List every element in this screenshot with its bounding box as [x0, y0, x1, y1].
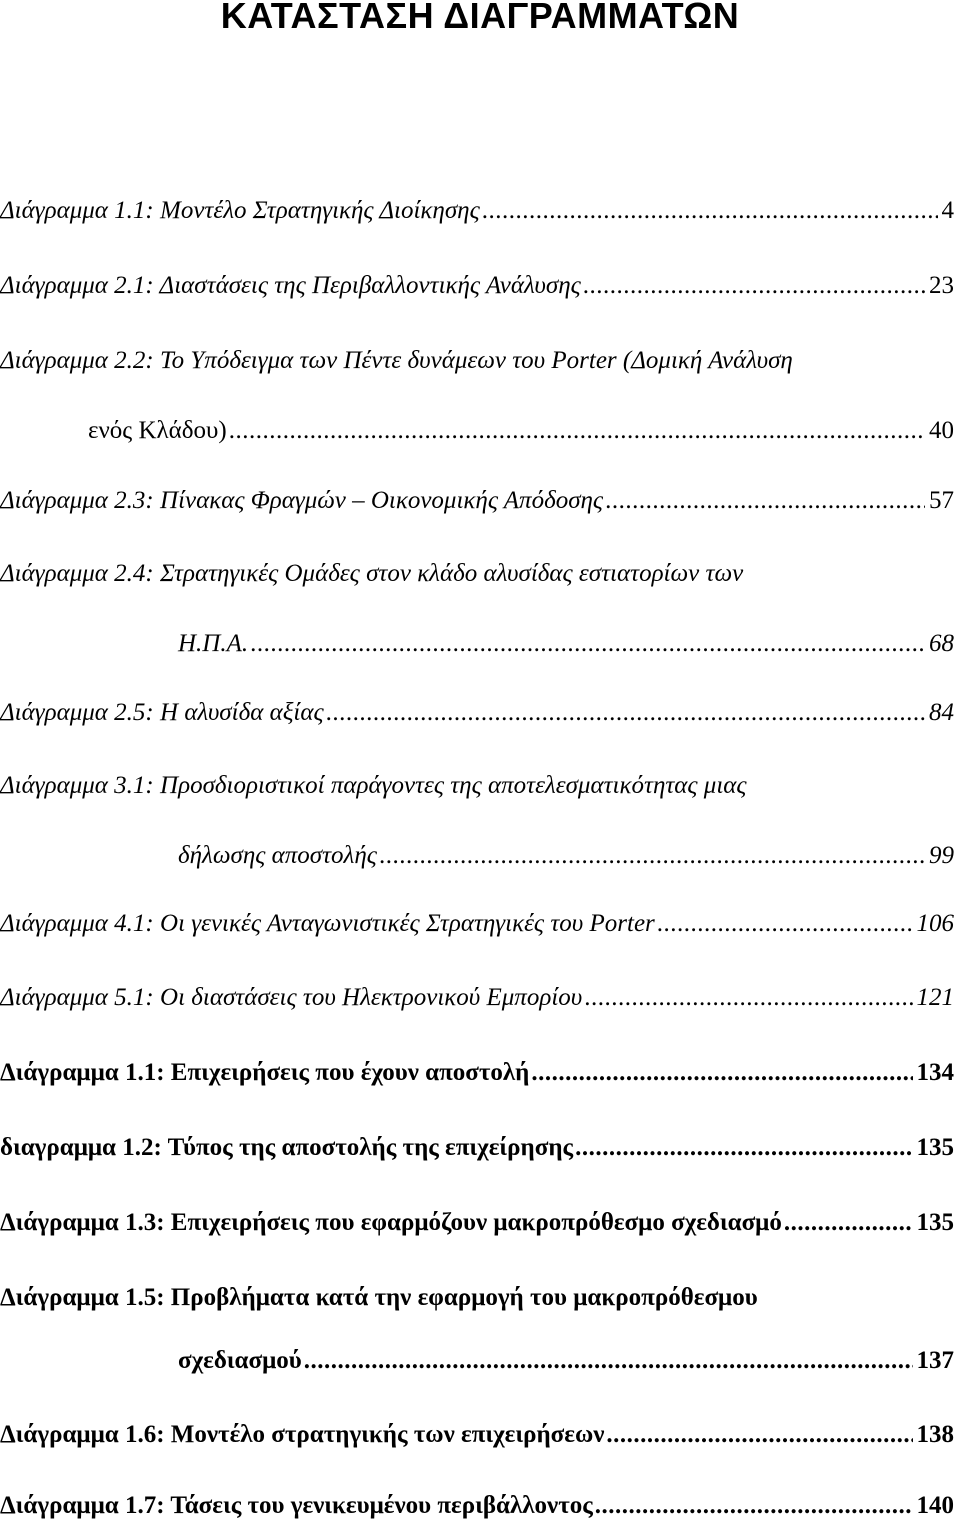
toc-entry[interactable] — [0, 1053, 960, 1093]
dot-leader — [784, 1203, 913, 1243]
toc-entry[interactable] — [0, 554, 960, 657]
page-number: 23 — [929, 272, 954, 299]
toc-entry[interactable] — [0, 191, 960, 231]
page-number: 99 — [929, 842, 954, 869]
toc-entry[interactable] — [0, 693, 960, 733]
page-number: 68 — [929, 630, 954, 657]
toc-entry[interactable] — [0, 341, 960, 444]
entry-title: Διάγραμμα 2.5: Η αλυσίδα αξίας — [0, 699, 324, 726]
dot-leader — [482, 191, 938, 231]
entry-title: Διάγραμμα 2.3: Πίνακας Φραγμών – Οικονομικής Απόδοσης — [0, 487, 604, 514]
entry-title: διαγραμμα 1.2: Τύπος της αποστολής της επιχείρησης — [0, 1134, 574, 1161]
toc-entry[interactable] — [0, 481, 960, 521]
dot-leader — [584, 978, 912, 1018]
dot-leader — [304, 1341, 913, 1381]
toc-entry[interactable] — [0, 1415, 960, 1455]
page-number: 106 — [916, 910, 954, 937]
entry-title-continuation: ενός Κλάδου) — [88, 417, 227, 444]
entry-title: Διάγραμμα 1.1: Επιχειρήσεις που έχουν αποστολή — [0, 1059, 530, 1086]
entry-title-line: Διάγραμμα 2.4: Στρατηγικές Ομάδες στον κλάδο αλυσίδας εστιατορίων των — [0, 560, 744, 587]
toc-entry[interactable] — [0, 978, 960, 1018]
toc-entry[interactable] — [0, 266, 960, 306]
dot-leader — [657, 904, 913, 944]
dot-leader — [595, 1486, 913, 1526]
dot-leader — [326, 693, 925, 733]
entry-title-line: Διάγραμμα 2.2: Το Υπόδειγμα των Πέντε δυνάμεων του Porter (Δομική Ανάλυση — [0, 347, 793, 374]
page-number: 135 — [916, 1134, 954, 1161]
toc-entry[interactable] — [0, 1128, 960, 1168]
entry-title: Διάγραμμα 4.1: Οι γενικές Ανταγωνιστικές Στρατηγικές του Porter — [0, 910, 655, 937]
entry-title-continuation: δήλωσης αποστολής — [178, 842, 377, 869]
toc-entry[interactable] — [0, 766, 960, 869]
dot-leader — [229, 411, 925, 451]
page-title: ΚΑΤΑΣΤΑΣΗ ΔΙΑΓΡΑΜΜΑΤΩΝ — [220, 0, 740, 36]
dot-leader — [575, 1128, 912, 1168]
toc-entry[interactable] — [0, 904, 960, 944]
page-number: 84 — [929, 699, 954, 726]
dot-leader — [379, 836, 925, 876]
toc-entry[interactable] — [0, 1278, 960, 1378]
page-number: 134 — [916, 1059, 954, 1086]
dot-leader — [531, 1053, 912, 1093]
page-number: 57 — [929, 487, 954, 514]
toc-entry[interactable] — [0, 1486, 960, 1526]
entry-title: Διάγραμμα 1.3: Επιχειρήσεις που εφαρμόζουν μακροπρόθεσμο σχεδιασμό — [0, 1209, 782, 1236]
page-number: 138 — [916, 1421, 954, 1448]
page-number: 121 — [916, 984, 954, 1011]
entry-title: Διάγραμμα 1.1: Μοντέλο Στρατηγικής Διοίκησης — [0, 197, 480, 224]
page-number: 140 — [916, 1492, 954, 1519]
entry-title-line: Διάγραμμα 1.5: Προβλήματα κατά την εφαρμογή του μακροπρόθεσμου — [0, 1284, 758, 1311]
entry-title: Διάγραμμα 5.1: Οι διαστάσεις του Ηλεκτρονικού Εμπορίου — [0, 984, 583, 1011]
entry-title: Διάγραμμα 1.7: Τάσεις του γενικευμένου περιβάλλοντος — [0, 1492, 593, 1519]
entry-title: Διάγραμμα 1.6: Μοντέλο στρατηγικής των επιχειρήσεων — [0, 1421, 605, 1448]
entry-title: Διάγραμμα 2.1: Διαστάσεις της Περιβαλλοντικής Ανάλυσης — [0, 272, 581, 299]
dot-leader — [250, 624, 925, 664]
dot-leader — [605, 481, 925, 521]
toc-entry[interactable] — [0, 1203, 960, 1243]
dot-leader — [606, 1415, 912, 1455]
entry-title-continuation: Η.Π.Α. — [178, 630, 249, 657]
page-number: 137 — [916, 1347, 954, 1374]
page-number: 4 — [941, 197, 954, 224]
dot-leader — [583, 266, 925, 306]
page-number: 40 — [929, 417, 954, 444]
page-number: 135 — [916, 1209, 954, 1236]
entry-title-line: Διάγραμμα 3.1: Προσδιοριστικοί παράγοντες της αποτελεσματικότητας μιας — [0, 772, 747, 799]
entry-title-continuation: σχεδιασμού — [178, 1347, 302, 1374]
